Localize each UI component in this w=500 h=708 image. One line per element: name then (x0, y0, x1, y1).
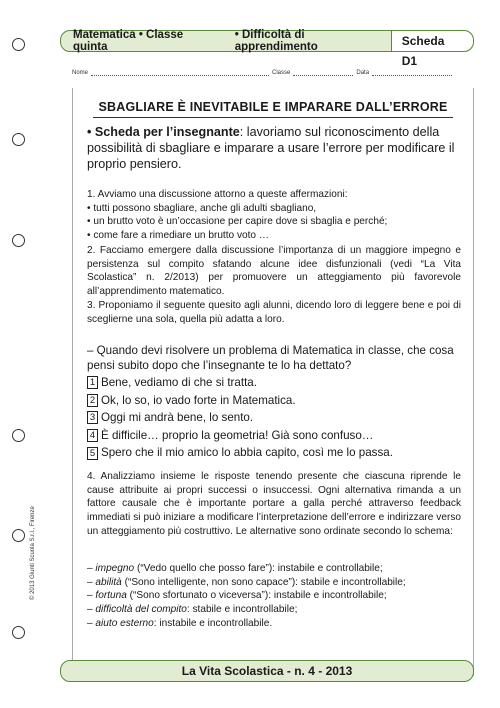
schema-item: – abilità (“Sono intelligente, non sono capace”): stabile e incontrollabile; (87, 576, 406, 588)
step-1 (87, 188, 461, 243)
footer-bar: La Vita Scolastica - n. 4 - 2013 (60, 660, 474, 682)
intro-lead: • Scheda per l’insegnante (87, 125, 240, 139)
teacher-intro (87, 124, 459, 172)
schema-item: – impegno (“Vedo quello che posso fare”): instabile e controllabile; (87, 563, 383, 574)
subject-label: Matematica • Classe quinta (73, 29, 184, 53)
class-field[interactable] (293, 69, 353, 76)
option-number-box[interactable]: 3 (87, 411, 98, 424)
option-number-box[interactable]: 2 (87, 394, 98, 407)
title-divider (93, 117, 453, 118)
option-item[interactable] (87, 374, 461, 392)
binder-hole (12, 234, 25, 247)
schema-desc: (“Sono sfortunato o viceversa”): instabile e incontrollabile; (126, 590, 387, 602)
schema-term: difficoltà del compito (95, 604, 187, 616)
step-1-text: 1. Avviamo una discussione attorno a queste affermazioni: (87, 189, 348, 200)
class-label: Classe (272, 70, 291, 76)
schema-desc: : stabile e incontrollabile; (186, 604, 298, 616)
intro-text: : lavoriamo sul riconoscimento della possibilità di sbagliare e imparare a usare l’errore per modificare il proprio pensiero. (87, 125, 455, 171)
option-text: Ok, lo so, io vado forte in Matematica. (101, 393, 296, 407)
option-text: Spero che il mio amico lo abbia capito, così me lo passa. (101, 446, 393, 460)
worksheet (60, 30, 474, 684)
schema-term: fortuna (95, 590, 127, 602)
question-text: – Quando devi risolvere un problema di Matematica in classe, che cosa pensi subito dopo che l’insegnante te lo ha dettato? (87, 344, 454, 372)
content-box (72, 88, 474, 676)
bullet-3: • come fare a rimediare un brutto voto … (87, 230, 269, 242)
date-field[interactable] (372, 69, 452, 76)
option-number-box[interactable]: 4 (87, 429, 98, 442)
binder-hole (12, 133, 25, 146)
topic-label: • Difficoltà di apprendimento (234, 29, 318, 53)
schema-desc: (“Sono intelligente, non sono capace”): stabile e incontrollabile; (121, 576, 406, 588)
option-number-box[interactable]: 1 (87, 376, 98, 389)
binder-hole (12, 529, 25, 542)
options-list (87, 374, 461, 462)
schema-item: – aiuto esterno: instabile e incontrollabile. (87, 617, 273, 629)
step-3: 3. Proponiamo il seguente quesito agli alunni, dicendo loro di leggere bene e poi di sceglierne una sola, quella più adatta a loro. (87, 300, 461, 325)
step-4: 4. Analizziamo insieme le risposte tenendo presente che ciascuna riprende le cause attribuite ai propri successi o insuccessi. Ogni alternativa rimanda a un fattore causale che è importante portare a galla perché attraverso feedback immediati si può iniziare a modificare l’interpretazione dell’errore e indirizzare verso un atteggiamento più costruttivo. Le alternative sono ordinate secondo lo schema: (87, 471, 461, 537)
schema-term: aiuto esterno (95, 617, 154, 629)
schema-list (87, 562, 461, 631)
name-field[interactable] (91, 69, 269, 76)
option-item[interactable] (87, 444, 461, 462)
schema-item: – fortuna (“Sono sfortunato o viceversa”): instabile e incontrollabile; (87, 590, 387, 602)
sheet-label: Scheda D1 (391, 31, 473, 51)
bullet-2: • un brutto voto è un’occasione per capire dove si sbaglia e perché; (87, 216, 388, 228)
schema-desc: (“Vedo quello che posso fare”): instabile e controllabile; (134, 563, 383, 574)
bullet-1: • tutti possono sbagliare, anche gli adulti sbagliano, (87, 202, 317, 214)
schema-item: – difficoltà del compito: stabile e incontrollabile; (87, 604, 298, 616)
schema-term: impegno (95, 563, 135, 574)
name-label: Nome (72, 70, 89, 76)
binder-hole (12, 429, 25, 442)
option-item[interactable] (87, 392, 461, 410)
copyright-note: © 2013 Giunti Scuola S.r.l., Firenze (30, 506, 36, 600)
schema-term: abilità (95, 576, 122, 588)
option-text: Oggi mi andrà bene, lo sento. (101, 411, 254, 425)
page-title: SBAGLIARE È INEVITABILE E IMPARARE DALL’ERRORE (98, 100, 448, 114)
option-number-box[interactable]: 5 (87, 447, 98, 460)
date-label: Data (356, 70, 370, 76)
option-text: È difficile… proprio la geometria! Già sono confuso… (101, 428, 374, 442)
student-fields (72, 69, 470, 76)
step-2: 2. Facciamo emergere dalla discussione l’importanza di un maggiore impegno e persistenza sul compito sfatando alcune idee disfunzionali (vedi “La Vita Scolastica” n. 2/2013) per promuovere un atteggiamento più favorevole all’apprendimento matematico. (87, 245, 461, 298)
schema-desc: : instabile e incontrollabile. (153, 617, 273, 629)
binder-hole (12, 38, 25, 51)
binder-hole (12, 626, 25, 639)
option-text: Bene, vediamo di che si tratta. (101, 375, 257, 389)
option-item[interactable] (87, 427, 461, 445)
header-bar (60, 29, 474, 68)
option-item[interactable] (87, 409, 461, 427)
